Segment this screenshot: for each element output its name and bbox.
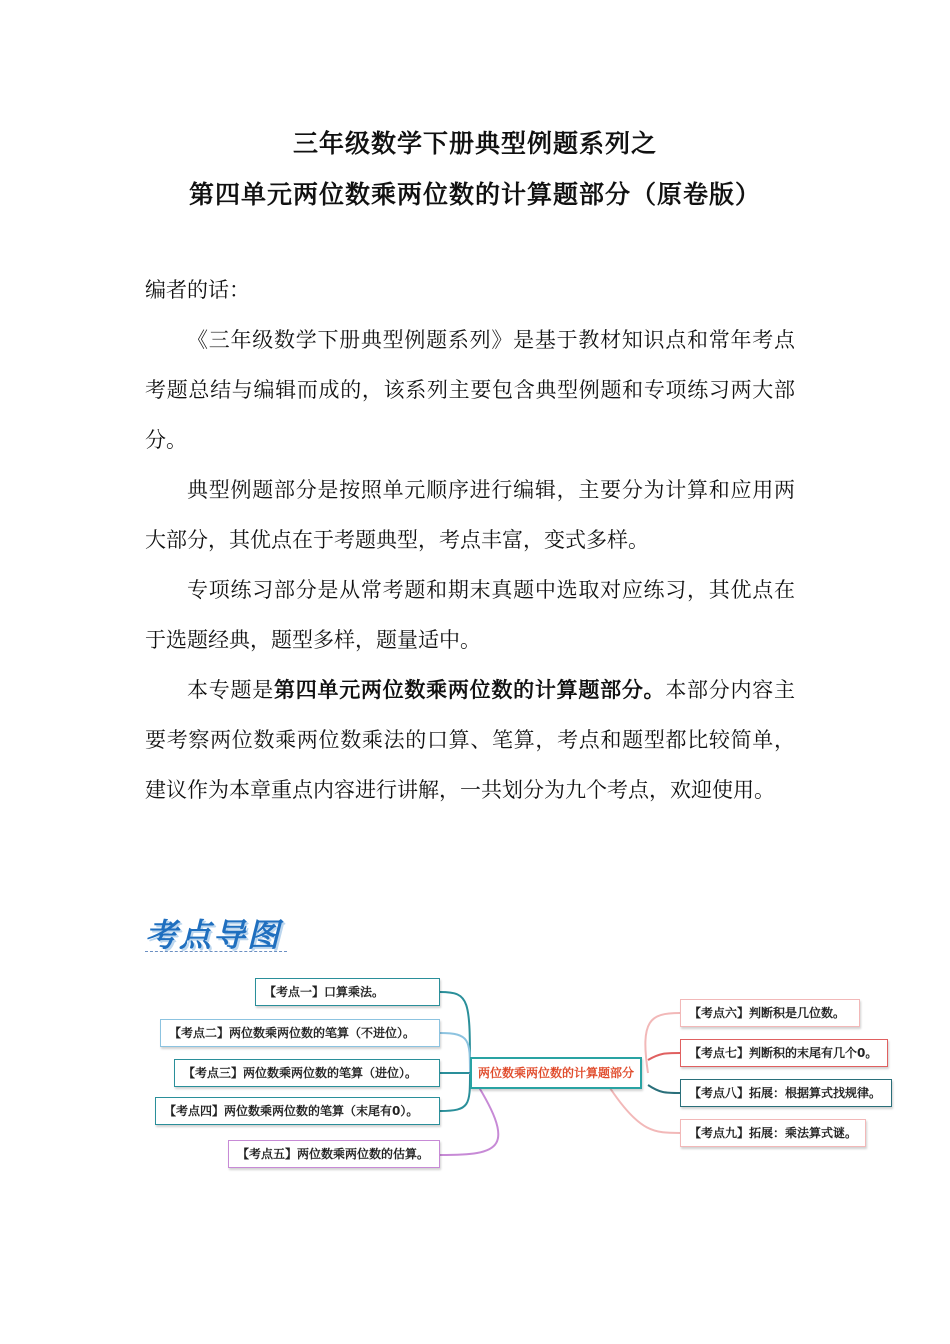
title-line-1: 三年级数学下册典型例题系列之 bbox=[292, 129, 657, 158]
connector-left-2 bbox=[440, 1033, 470, 1073]
mindmap-node-kaodian-1: 【考点一】口算乘法。 bbox=[255, 978, 440, 1006]
editor-note-label: 编者的话： bbox=[145, 278, 250, 302]
mindmap-node-kaodian-8: 【考点八】拓展：根据算式找规律。 bbox=[680, 1079, 892, 1107]
p4-prefix: 本专题是 bbox=[187, 678, 274, 702]
intro-paragraph-2: 典型例题部分是按照单元顺序进行编辑，主要分为计算和应用两大部分，其优点在于考题典型，考点丰富，变式多样。 bbox=[145, 478, 795, 552]
connector-left-4 bbox=[440, 1073, 470, 1111]
intro-paragraph-1: 《三年级数学下册典型例题系列》是基于教材知识点和常年考点考题总结与编辑而成的，该系列主要包含典型例题和专项练习两大部分。 bbox=[145, 328, 795, 452]
connector-right-2 bbox=[648, 1053, 680, 1060]
mindmap-node-kaodian-4: 【考点四】两位数乘两位数的笔算（末尾有0）。 bbox=[155, 1097, 440, 1125]
connector-right-3 bbox=[648, 1085, 680, 1093]
connector-right-1 bbox=[645, 1013, 680, 1073]
mindmap-node-kaodian-6: 【考点六】判断积是几位数。 bbox=[680, 999, 860, 1027]
p4-highlight: 第四单元两位数乘两位数的计算题部分。 bbox=[273, 678, 666, 702]
p4-suffix: 本部分内容主要考察两位数乘两位数乘法的口算、笔算，考点和题型都比较简单，建议作为本章重点内容进行讲解，一共划分为九个考点，欢迎使用。 bbox=[145, 678, 796, 802]
connector-right-4 bbox=[610, 1088, 680, 1133]
mindmap-node-kaodian-5: 【考点五】两位数乘两位数的估算。 bbox=[228, 1140, 440, 1168]
mindmap-node-kaodian-7: 【考点七】判断积的末尾有几个0。 bbox=[680, 1039, 888, 1067]
title-line-2: 第四单元两位数乘两位数的计算题部分（原卷版） bbox=[188, 180, 761, 209]
mindmap-heading: 考点导图 bbox=[145, 916, 282, 954]
mindmap-center-node: 两位数乘两位数的计算题部分 bbox=[470, 1057, 642, 1089]
mindmap-node-kaodian-2: 【考点二】两位数乘两位数的笔算（不进位）。 bbox=[160, 1019, 440, 1047]
mindmap-node-kaodian-9: 【考点九】拓展：乘法算式谜。 bbox=[680, 1119, 866, 1147]
intro-paragraph-3: 专项练习部分是从常考题和期末真题中选取对应练习，其优点在于选题经典，题型多样，题量适中。 bbox=[145, 578, 795, 652]
mindmap-node-kaodian-3: 【考点三】两位数乘两位数的笔算（进位）。 bbox=[174, 1059, 440, 1087]
